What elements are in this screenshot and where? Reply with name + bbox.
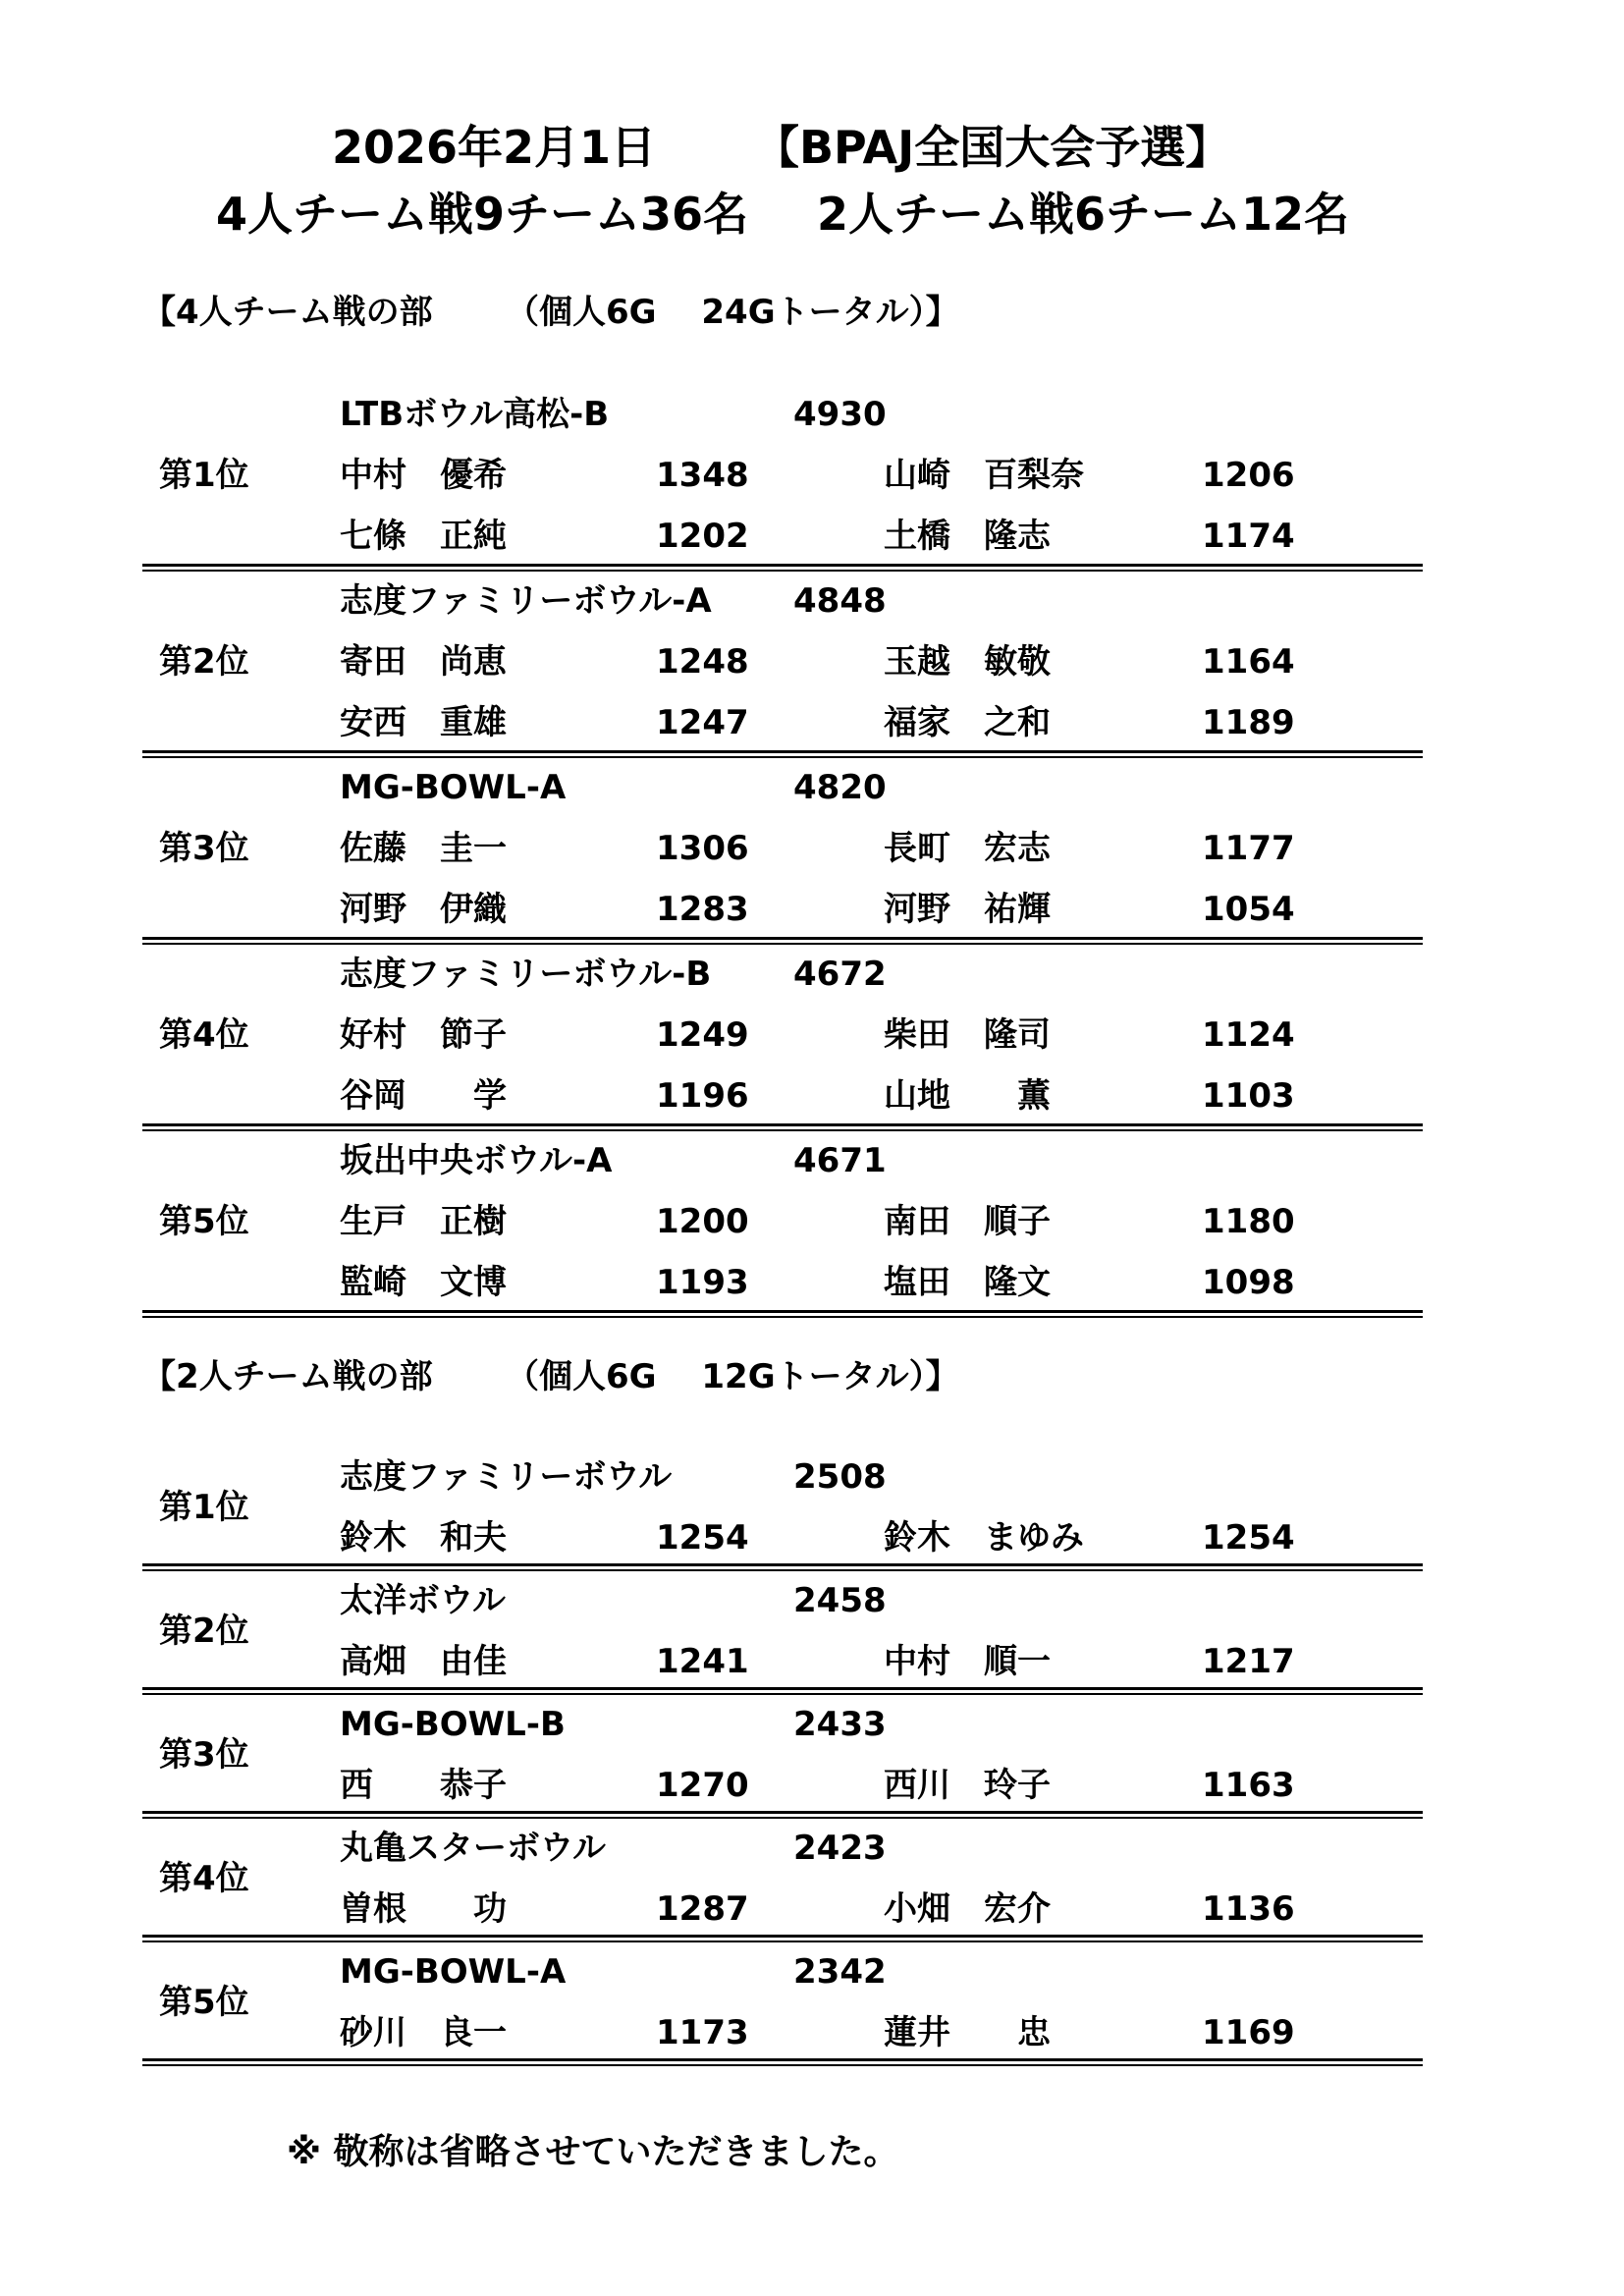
player-score: 1098 [1202,1263,1295,1302]
team-name: 志度ファミリーボウル-A [340,581,712,621]
player-name: 塩田 隆文 [884,1263,1051,1302]
player-score: 1270 [656,1766,749,1805]
player-score: 1173 [656,2013,749,2052]
section-heading-label: 【4人チーム戦の部 [142,293,433,332]
player-name: 監崎 文博 [340,1263,507,1302]
rank-label: 第3位 [159,829,249,868]
team-name: LTBボウル高松-B [340,395,610,434]
event-name: 【BPAJ全国大会予選】 [754,121,1231,174]
divider-line [142,1310,1423,1313]
team-name: MG-BOWL-A [340,768,567,807]
player-name: 河野 祐輝 [884,890,1051,929]
player-score: 1241 [656,1642,749,1681]
team-name: 太洋ボウル [340,1581,506,1620]
player-score: 1124 [1202,1015,1295,1055]
divider-line [142,1941,1423,1942]
divider-line [142,564,1423,567]
player-name: 高畑 由佳 [340,1642,507,1681]
player-score: 1206 [1202,456,1295,495]
player-name: 山地 薫 [884,1076,1051,1116]
rank-label: 第5位 [159,1202,249,1241]
player-score: 1306 [656,829,749,868]
player-name: 中村 優希 [340,456,507,495]
player-score: 1103 [1202,1076,1295,1116]
player-score: 1054 [1202,890,1295,929]
divider-line [142,2058,1423,2061]
player-score: 1193 [656,1263,749,1302]
divider-line [142,1569,1423,1571]
divider-line [142,1129,1423,1131]
player-name: 河野 伊織 [340,890,507,929]
team-total: 2342 [793,1952,887,1992]
team-name: 坂出中央ボウル-A [340,1141,613,1180]
divider-line [142,1687,1423,1690]
team-name: 志度ファミリーボウル-B [340,955,712,994]
divider-line [142,943,1423,945]
player-score: 1136 [1202,1889,1295,1929]
player-score: 1348 [656,456,749,495]
player-name: 砂川 良一 [340,2013,507,2052]
title-line-2 [0,185,1624,244]
player-score: 1169 [1202,2013,1295,2052]
divider-line [142,570,1423,572]
player-name: 中村 順一 [884,1642,1051,1681]
team-name: MG-BOWL-A [340,1952,567,1992]
player-score: 1196 [656,1076,749,1116]
four-person-summary: 4人チーム戦9チーム36名 [216,188,749,241]
player-score: 1202 [656,517,749,556]
player-name: 曽根 功 [340,1889,507,1929]
divider-line [142,1817,1423,1819]
player-name: 小畑 宏介 [884,1889,1051,1929]
team-total: 2458 [793,1581,887,1620]
player-name: 柴田 隆司 [884,1015,1051,1055]
team-total: 2433 [793,1705,887,1744]
divider-line [142,1316,1423,1318]
four-person-heading [142,291,959,334]
player-score: 1283 [656,890,749,929]
team-total: 4671 [793,1141,887,1180]
player-name: 谷岡 学 [340,1076,507,1116]
section-heading-detail: （個人6G 12Gトータル）】 [506,1357,959,1396]
rank-label: 第4位 [159,1015,249,1055]
player-name: 安西 重雄 [340,703,507,742]
rank-label: 第5位 [159,1983,249,2022]
two-person-heading [142,1355,959,1398]
divider-line [142,1935,1423,1938]
team-total: 2423 [793,1829,887,1868]
player-name: 生戸 正樹 [340,1202,507,1241]
divider-line [142,1123,1423,1126]
rank-label: 第2位 [159,1612,249,1651]
player-score: 1217 [1202,1642,1295,1681]
player-name: 鈴木 和夫 [340,1518,507,1558]
player-score: 1247 [656,703,749,742]
player-score: 1249 [656,1015,749,1055]
rank-label: 第1位 [159,456,249,495]
player-name: 玉越 敏敬 [884,642,1051,682]
player-name: 西 恭子 [340,1766,507,1805]
rank-label: 第2位 [159,642,249,682]
team-total: 4820 [793,768,887,807]
player-score: 1189 [1202,703,1295,742]
player-score: 1163 [1202,1766,1295,1805]
divider-line [142,1693,1423,1695]
player-name: 西川 玲子 [884,1766,1051,1805]
team-total: 4672 [793,955,887,994]
player-score: 1287 [656,1889,749,1929]
team-total: 2508 [793,1457,887,1497]
rank-label: 第4位 [159,1859,249,1898]
player-name: 土橋 隆志 [884,517,1051,556]
divider-line [142,756,1423,758]
player-name: 南田 順子 [884,1202,1051,1241]
section-heading-label: 【2人チーム戦の部 [142,1357,433,1396]
player-name: 七條 正純 [340,517,507,556]
player-name: 福家 之和 [884,703,1051,742]
player-name: 山崎 百梨奈 [884,456,1084,495]
team-name: 丸亀スターボウル [340,1829,606,1868]
player-score: 1174 [1202,517,1295,556]
event-date: 2026年2月1日 [332,121,657,174]
divider-line [142,937,1423,940]
player-score: 1248 [656,642,749,682]
player-score: 1177 [1202,829,1295,868]
team-name: MG-BOWL-B [340,1705,566,1744]
player-name: 鈴木 まゆみ [884,1518,1084,1558]
divider-line [142,2064,1423,2066]
player-name: 蓮井 忠 [884,2013,1051,2052]
team-total: 4930 [793,395,887,434]
rank-label: 第3位 [159,1735,249,1775]
player-score: 1164 [1202,642,1295,682]
two-person-summary: 2人チーム戦6チーム12名 [817,188,1350,241]
player-name: 寄田 尚恵 [340,642,507,682]
rank-label: 第1位 [159,1488,249,1527]
player-score: 1254 [1202,1518,1295,1558]
player-score: 1254 [656,1518,749,1558]
player-score: 1180 [1202,1202,1295,1241]
section-heading-detail: （個人6G 24Gトータル）】 [506,293,959,332]
honorifics-note: ※ 敬称は省略させていただきました。 [287,2132,899,2172]
divider-line [142,750,1423,753]
divider-line [142,1811,1423,1814]
player-name: 長町 宏志 [884,829,1051,868]
player-score: 1200 [656,1202,749,1241]
player-name: 好村 節子 [340,1015,507,1055]
title-line-1 [0,118,1624,177]
divider-line [142,1563,1423,1566]
team-total: 4848 [793,581,887,621]
player-name: 佐藤 圭一 [340,829,507,868]
team-name: 志度ファミリーボウル [340,1457,673,1497]
